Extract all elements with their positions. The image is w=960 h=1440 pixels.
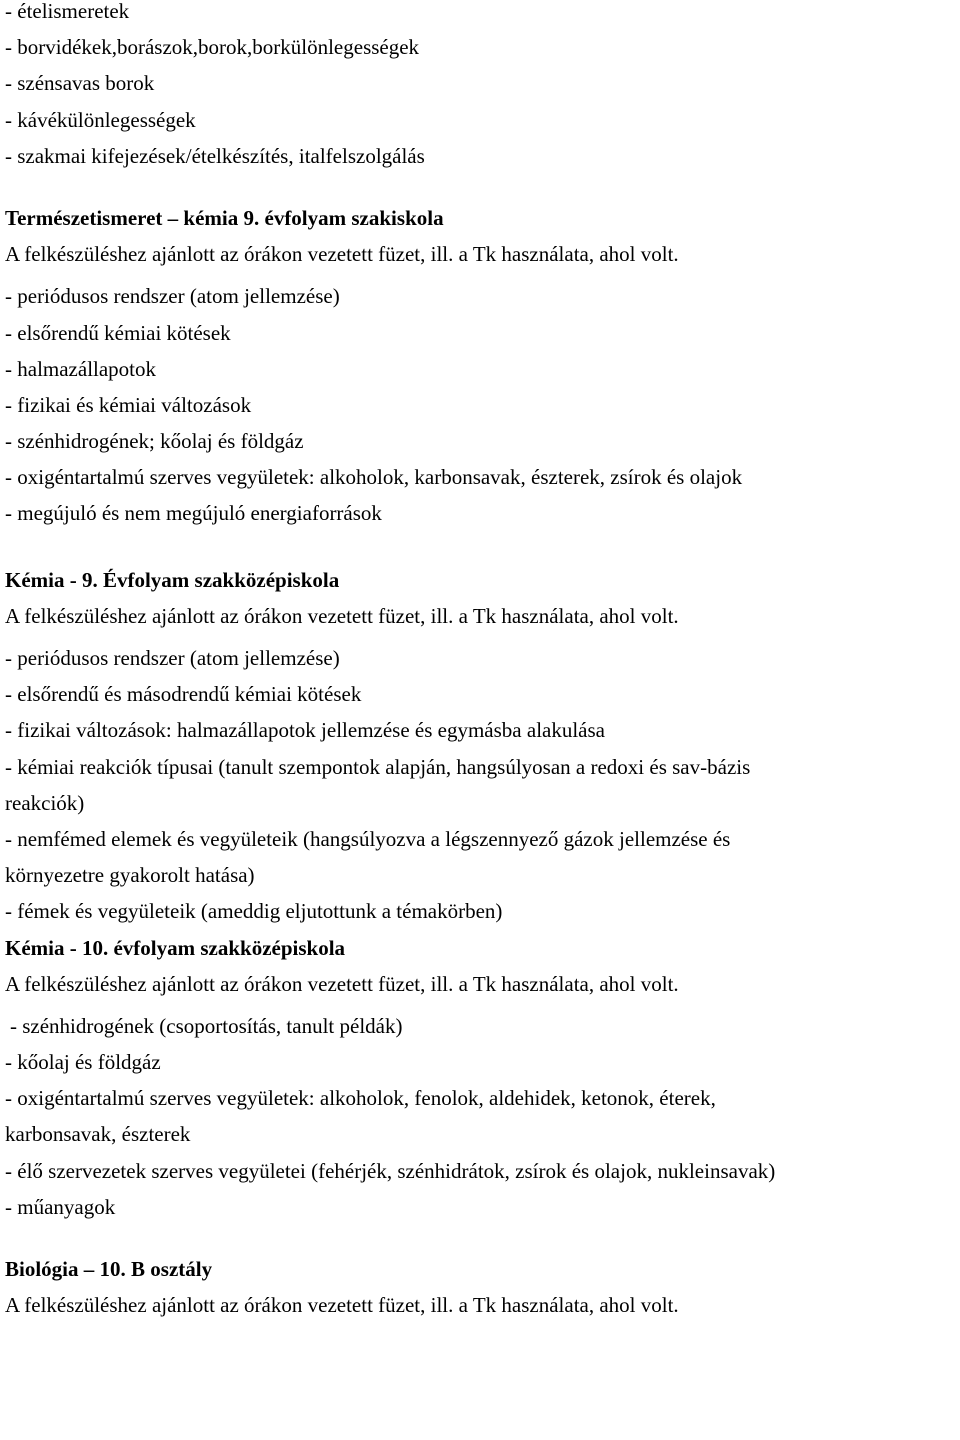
document-page (5, 0, 960, 1323)
list-item: - oxigéntartalmú szerves vegyületek: alkoholok, fenolok, aldehidek, ketonok, éterek, (5, 1086, 716, 1111)
section-heading: Természetismeret – kémia 9. évfolyam szakiskola (5, 205, 444, 230)
section-biologia-10b (5, 1251, 960, 1323)
list-item: - műanyagok (5, 1194, 116, 1219)
section-note: A felkészüléshez ajánlott az órákon vezetett füzet, ill. a Tk használata, ahol volt. (5, 242, 679, 267)
list-item: - szénhidrogének (csoportosítás, tanult példák) (10, 1013, 403, 1038)
list-item: - szénhidrogének; kőolaj és földgáz (5, 429, 304, 454)
section-note: A felkészüléshez ajánlott az órákon vezetett füzet, ill. a Tk használata, ahol volt. (5, 971, 679, 996)
section-note: A felkészüléshez ajánlott az órákon vezetett füzet, ill. a Tk használata, ahol volt. (5, 603, 679, 628)
list-item: - kőolaj és földgáz (5, 1050, 161, 1075)
section-note: A felkészüléshez ajánlott az órákon vezetett füzet, ill. a Tk használata, ahol volt. (5, 1293, 679, 1318)
list-item: - megújuló és nem megújuló energiaforrások (5, 501, 382, 526)
section-heading: Biológia – 10. B osztály (5, 1257, 213, 1281)
section-heading: Kémia - 10. évfolyam szakközépiskola (5, 935, 346, 960)
list-item: - elsőrendű és másodrendű kémiai kötések (5, 682, 362, 707)
list-item: - fizikai változások: halmazállapotok jellemzése és egymásba alakulása (5, 718, 605, 743)
list-item: reakciók) (5, 790, 85, 815)
section-kemia-9 (5, 562, 960, 930)
list-item: - élő szervezetek szerves vegyületei (fehérjék, szénhidrátok, zsírok és olajok, nukleinsavak) (5, 1158, 776, 1183)
list-item: - szakmai kifejezések/ételkészítés, italfelszolgálás (5, 143, 425, 168)
list-item: - periódusos rendszer (atom jellemzése) (5, 646, 340, 670)
list-item: - elsőrendű kémiai kötések (5, 320, 231, 345)
list-item: - ételismeretek (5, 0, 130, 23)
list-item: - szénsavas borok (5, 71, 155, 96)
list-item: - kémiai reakciók típusai (tanult szempontok alapján, hangsúlyosan a redoxi és sav-bázis (5, 754, 751, 779)
list-item: - periódusos rendszer (atom jellemzése) (5, 284, 340, 309)
list-item: - fizikai és kémiai változások (5, 392, 252, 417)
list-item: - kávékülönlegességek (5, 107, 196, 132)
list-item: környezetre gyakorolt hatása) (5, 863, 255, 888)
list-item: - oxigéntartalmú szerves vegyületek: alkoholok, karbonsavak, észterek, zsírok és olajok (5, 465, 743, 490)
list-item: - fémek és vegyületeik (ameddig eljutottunk a témakörben) (5, 899, 503, 924)
top-topic-list (5, 0, 960, 174)
section-kemia-10 (5, 930, 960, 1226)
list-item: karbonsavak, észterek (5, 1122, 191, 1147)
list-item: - nemfémed elemek és vegyületeik (hangsúlyozva a légszennyező gázok jellemzése és (5, 826, 731, 851)
section-termeszetismeret (5, 200, 960, 532)
section-heading: Kémia - 9. Évfolyam szakközépiskola (5, 567, 340, 592)
list-item: - borvidékek,borászok,borok,borkülönlegességek (5, 35, 420, 60)
list-item: - halmazállapotok (5, 356, 157, 381)
